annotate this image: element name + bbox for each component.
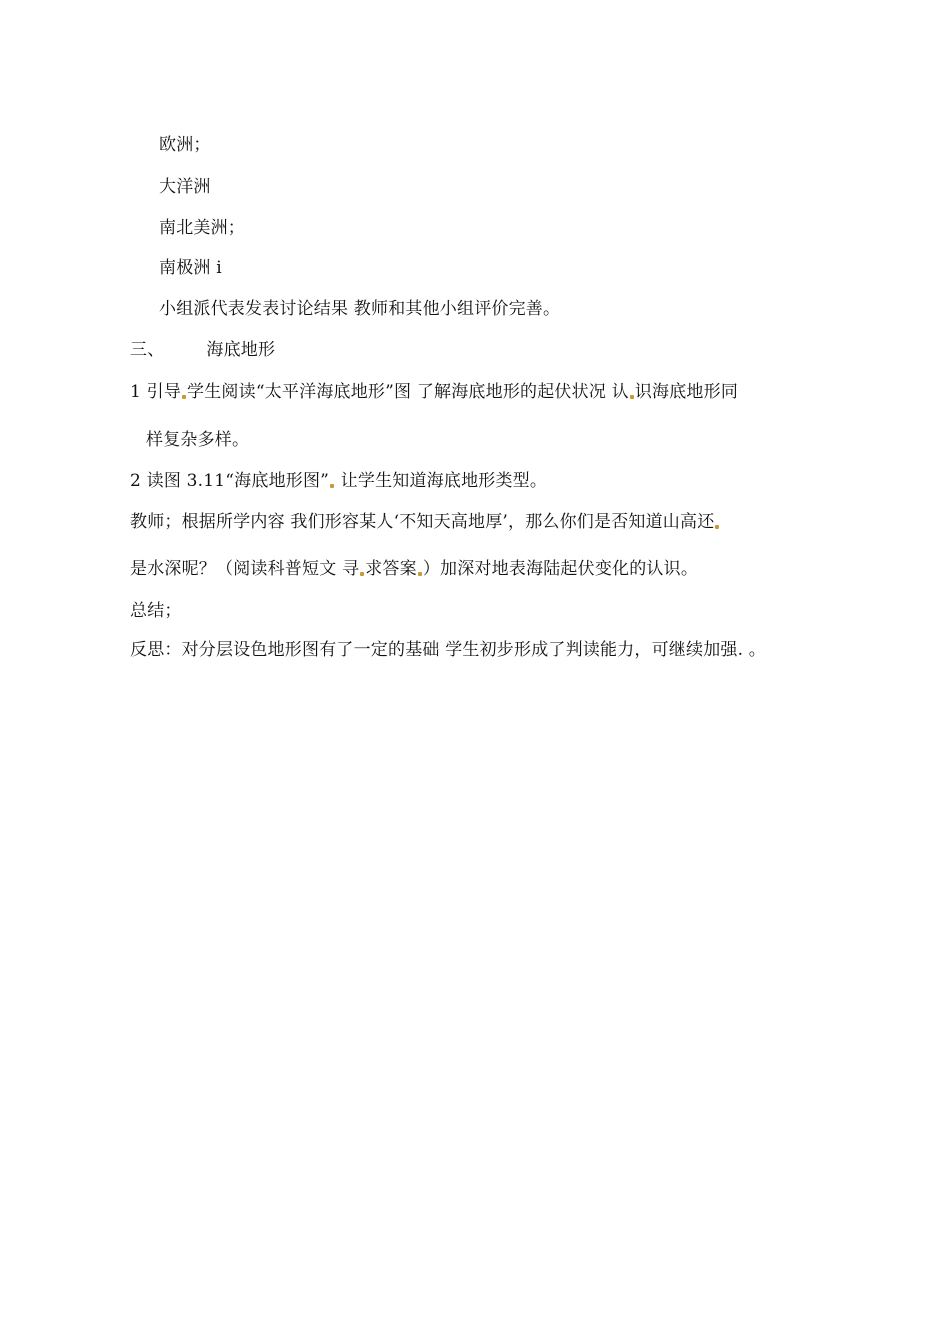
item1-part-b: 学生阅读“太平洋海底地形”图 了解海底地形的起伏状况 认 — [187, 382, 629, 402]
text-line-reflection: 反思：对分层设色地形图有了一定的基础 学生初步形成了判读能力，可继续加强. 。 — [130, 640, 767, 660]
text-line-antarctica: 南极洲 i — [159, 258, 222, 278]
ink-dot-mark — [360, 572, 364, 576]
text-line-item1-continued: 样复杂多样。 — [146, 430, 250, 450]
text-line-item1 — [130, 381, 738, 403]
ink-dot-mark — [715, 525, 719, 529]
item1-part-c: 识海底地形同 — [634, 382, 739, 402]
teacher-cont-part-c: ）加深对地表海陆起伏变化的认识。 — [422, 559, 699, 579]
ink-dot-mark — [630, 395, 634, 399]
item2-part-b: 让学生知道海底地形类型。 — [335, 471, 548, 491]
ink-dot-mark — [330, 484, 334, 488]
text-line-teacher-continued — [130, 558, 698, 580]
text-line-item2 — [130, 470, 547, 492]
section-number: 三、 — [130, 340, 165, 360]
teacher-cont-part-a: 是水深呢？（阅读科普短文 寻 — [130, 559, 360, 579]
teacher-cont-part-b: 求答案 — [365, 559, 417, 579]
text-line-group-report: 小组派代表发表讨论结果 教师和其他小组评价完善。 — [159, 299, 561, 319]
text-line-europe: 欧洲； — [159, 135, 211, 155]
text-line-teacher — [130, 511, 720, 533]
teacher-text: 教师；根据所学内容 我们形容某人‘不知天高地厚’，那么你们是否知道山高还 — [130, 512, 715, 532]
text-line-oceania: 大洋洲 — [159, 177, 211, 197]
text-line-americas: 南北美洲； — [159, 218, 245, 238]
ink-dot-mark — [418, 572, 422, 576]
ink-dot-mark — [182, 395, 186, 399]
item2-part-a: 2 读图 3.11“海底地形图” — [130, 471, 330, 491]
text-line-summary: 总结； — [130, 601, 182, 621]
item1-part-a: 1 引导 — [130, 382, 182, 402]
section-heading — [130, 339, 275, 361]
section-title: 海底地形 — [206, 340, 276, 360]
